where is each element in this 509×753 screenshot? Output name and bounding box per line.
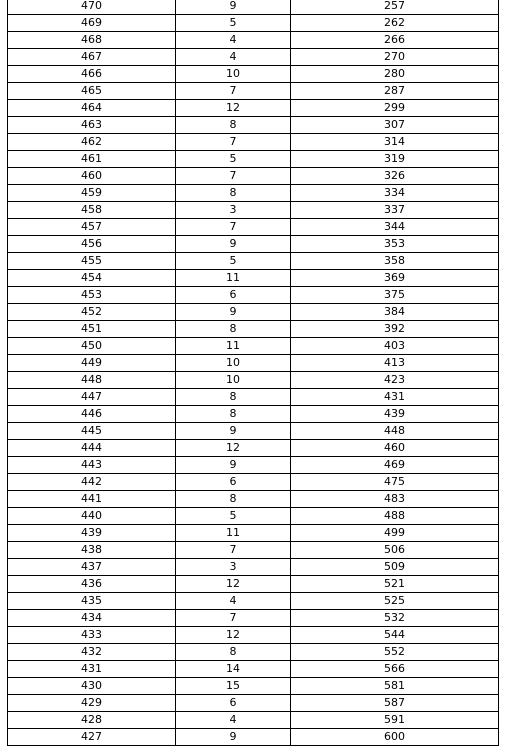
score-cell: 448 [8, 372, 176, 389]
count-cell: 8 [176, 491, 291, 508]
count-cell: 6 [176, 287, 291, 304]
table-row [8, 270, 499, 287]
count-cell: 8 [176, 389, 291, 406]
table-row [8, 304, 499, 321]
table-row [8, 253, 499, 270]
cumulative-cell: 591 [291, 712, 499, 729]
count-cell: 5 [176, 253, 291, 270]
cumulative-cell: 287 [291, 83, 499, 100]
cumulative-cell: 509 [291, 559, 499, 576]
cumulative-cell: 326 [291, 168, 499, 185]
table-row [8, 372, 499, 389]
cumulative-cell: 525 [291, 593, 499, 610]
count-cell: 3 [176, 202, 291, 219]
count-cell: 7 [176, 83, 291, 100]
count-cell: 7 [176, 168, 291, 185]
cumulative-cell: 587 [291, 695, 499, 712]
score-cell: 436 [8, 576, 176, 593]
cumulative-cell: 314 [291, 134, 499, 151]
count-cell: 5 [176, 15, 291, 32]
count-cell: 6 [176, 474, 291, 491]
score-table-body [8, 0, 499, 746]
cumulative-cell: 600 [291, 729, 499, 746]
cumulative-cell: 270 [291, 49, 499, 66]
table-row [8, 695, 499, 712]
score-cell: 468 [8, 32, 176, 49]
score-cell: 460 [8, 168, 176, 185]
cumulative-cell: 431 [291, 389, 499, 406]
table-row [8, 32, 499, 49]
score-cell: 466 [8, 66, 176, 83]
count-cell: 10 [176, 66, 291, 83]
score-cell: 446 [8, 406, 176, 423]
cumulative-cell: 483 [291, 491, 499, 508]
count-cell: 12 [176, 100, 291, 117]
score-cell: 445 [8, 423, 176, 440]
count-cell: 11 [176, 525, 291, 542]
cumulative-cell: 460 [291, 440, 499, 457]
score-cell: 441 [8, 491, 176, 508]
cumulative-cell: 413 [291, 355, 499, 372]
score-cell: 432 [8, 644, 176, 661]
count-cell: 8 [176, 321, 291, 338]
cumulative-cell: 337 [291, 202, 499, 219]
score-cell: 458 [8, 202, 176, 219]
table-row [8, 661, 499, 678]
score-cell: 444 [8, 440, 176, 457]
count-cell: 10 [176, 372, 291, 389]
score-cell: 465 [8, 83, 176, 100]
count-cell: 9 [176, 423, 291, 440]
count-cell: 5 [176, 508, 291, 525]
score-cell: 437 [8, 559, 176, 576]
cumulative-cell: 475 [291, 474, 499, 491]
cumulative-cell: 581 [291, 678, 499, 695]
count-cell: 12 [176, 627, 291, 644]
score-cell: 428 [8, 712, 176, 729]
count-cell: 7 [176, 542, 291, 559]
score-cell: 427 [8, 729, 176, 746]
score-cell: 438 [8, 542, 176, 559]
score-cell: 456 [8, 236, 176, 253]
score-cell: 449 [8, 355, 176, 372]
cumulative-cell: 319 [291, 151, 499, 168]
table-row [8, 423, 499, 440]
cumulative-cell: 521 [291, 576, 499, 593]
table-row [8, 185, 499, 202]
table-row [8, 576, 499, 593]
count-cell: 4 [176, 49, 291, 66]
table-row [8, 474, 499, 491]
table-row [8, 151, 499, 168]
score-table [7, 0, 499, 746]
cumulative-cell: 448 [291, 423, 499, 440]
score-cell: 469 [8, 15, 176, 32]
count-cell: 8 [176, 117, 291, 134]
score-cell: 457 [8, 219, 176, 236]
table-row [8, 0, 499, 15]
table-row [8, 729, 499, 746]
table-row [8, 610, 499, 627]
cumulative-cell: 384 [291, 304, 499, 321]
count-cell: 9 [176, 0, 291, 15]
count-cell: 11 [176, 270, 291, 287]
score-cell: 453 [8, 287, 176, 304]
cumulative-cell: 469 [291, 457, 499, 474]
table-row [8, 168, 499, 185]
score-cell: 447 [8, 389, 176, 406]
cumulative-cell: 353 [291, 236, 499, 253]
table-row [8, 100, 499, 117]
table-row [8, 236, 499, 253]
cumulative-cell: 307 [291, 117, 499, 134]
table-row [8, 406, 499, 423]
cumulative-cell: 299 [291, 100, 499, 117]
table-row [8, 644, 499, 661]
count-cell: 7 [176, 219, 291, 236]
table-row [8, 338, 499, 355]
table-row [8, 219, 499, 236]
table-row [8, 389, 499, 406]
cumulative-cell: 532 [291, 610, 499, 627]
score-cell: 470 [8, 0, 176, 15]
cumulative-cell: 544 [291, 627, 499, 644]
count-cell: 4 [176, 32, 291, 49]
score-cell: 429 [8, 695, 176, 712]
table-row [8, 491, 499, 508]
cumulative-cell: 506 [291, 542, 499, 559]
table-row [8, 202, 499, 219]
table-row [8, 287, 499, 304]
score-cell: 443 [8, 457, 176, 474]
cumulative-cell: 552 [291, 644, 499, 661]
table-row [8, 559, 499, 576]
table-row [8, 117, 499, 134]
table-row [8, 457, 499, 474]
count-cell: 9 [176, 729, 291, 746]
cumulative-cell: 369 [291, 270, 499, 287]
score-cell: 439 [8, 525, 176, 542]
count-cell: 8 [176, 406, 291, 423]
count-cell: 9 [176, 304, 291, 321]
cumulative-cell: 392 [291, 321, 499, 338]
score-cell: 463 [8, 117, 176, 134]
score-cell: 434 [8, 610, 176, 627]
count-cell: 4 [176, 712, 291, 729]
cumulative-cell: 344 [291, 219, 499, 236]
table-row [8, 321, 499, 338]
count-cell: 15 [176, 678, 291, 695]
table-row [8, 627, 499, 644]
score-cell: 430 [8, 678, 176, 695]
table-row [8, 134, 499, 151]
table-row [8, 83, 499, 100]
score-cell: 451 [8, 321, 176, 338]
table-row [8, 593, 499, 610]
count-cell: 12 [176, 576, 291, 593]
cumulative-cell: 334 [291, 185, 499, 202]
score-cell: 442 [8, 474, 176, 491]
table-row [8, 712, 499, 729]
cumulative-cell: 439 [291, 406, 499, 423]
cumulative-cell: 262 [291, 15, 499, 32]
cumulative-cell: 499 [291, 525, 499, 542]
count-cell: 14 [176, 661, 291, 678]
cumulative-cell: 566 [291, 661, 499, 678]
table-row [8, 49, 499, 66]
count-cell: 12 [176, 440, 291, 457]
cumulative-cell: 488 [291, 508, 499, 525]
cumulative-cell: 423 [291, 372, 499, 389]
count-cell: 8 [176, 185, 291, 202]
score-cell: 440 [8, 508, 176, 525]
score-cell: 450 [8, 338, 176, 355]
table-row [8, 508, 499, 525]
count-cell: 5 [176, 151, 291, 168]
table-row [8, 355, 499, 372]
count-cell: 9 [176, 236, 291, 253]
score-cell: 433 [8, 627, 176, 644]
table-row [8, 678, 499, 695]
count-cell: 11 [176, 338, 291, 355]
cumulative-cell: 375 [291, 287, 499, 304]
score-cell: 464 [8, 100, 176, 117]
count-cell: 9 [176, 457, 291, 474]
table-row [8, 440, 499, 457]
cumulative-cell: 257 [291, 0, 499, 15]
table-row [8, 66, 499, 83]
cumulative-cell: 403 [291, 338, 499, 355]
table-row [8, 15, 499, 32]
score-cell: 431 [8, 661, 176, 678]
score-cell: 452 [8, 304, 176, 321]
score-cell: 462 [8, 134, 176, 151]
count-cell: 3 [176, 559, 291, 576]
score-cell: 461 [8, 151, 176, 168]
score-cell: 455 [8, 253, 176, 270]
count-cell: 7 [176, 610, 291, 627]
cumulative-cell: 266 [291, 32, 499, 49]
table-row [8, 542, 499, 559]
count-cell: 6 [176, 695, 291, 712]
score-cell: 459 [8, 185, 176, 202]
count-cell: 4 [176, 593, 291, 610]
count-cell: 7 [176, 134, 291, 151]
score-cell: 435 [8, 593, 176, 610]
table-row [8, 525, 499, 542]
cumulative-cell: 358 [291, 253, 499, 270]
score-cell: 467 [8, 49, 176, 66]
cumulative-cell: 280 [291, 66, 499, 83]
score-cell: 454 [8, 270, 176, 287]
count-cell: 10 [176, 355, 291, 372]
count-cell: 8 [176, 644, 291, 661]
